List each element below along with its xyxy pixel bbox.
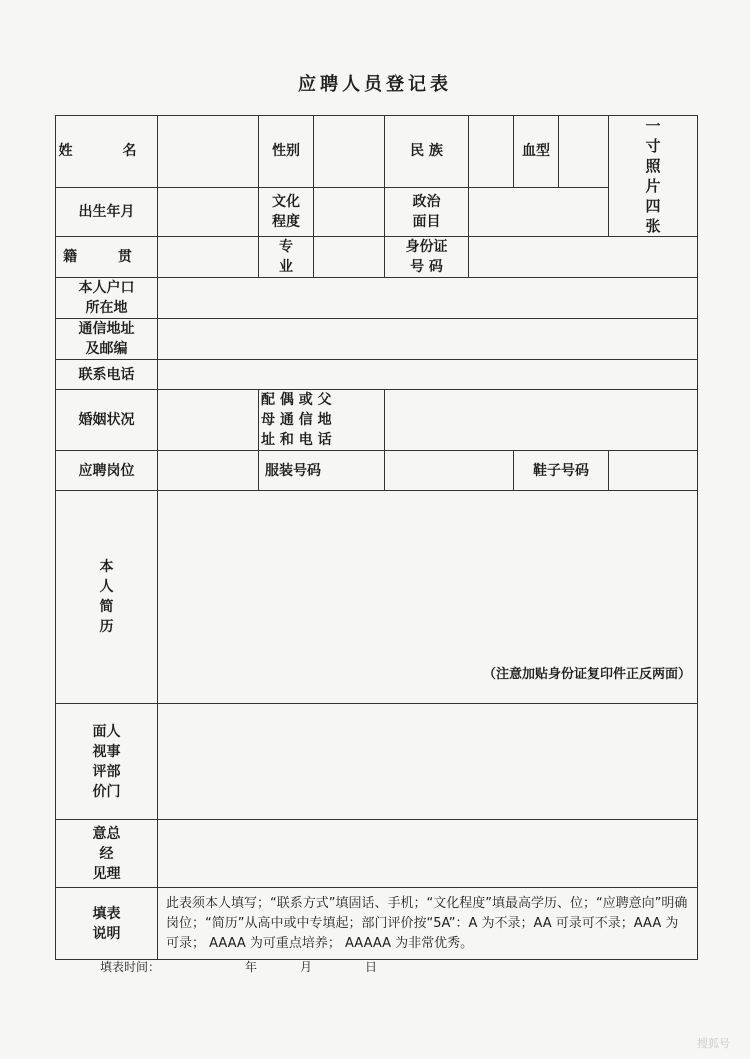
shoe-size-field[interactable] xyxy=(609,451,698,491)
name-field[interactable] xyxy=(158,116,259,188)
id-number-field[interactable] xyxy=(469,237,698,278)
education-field[interactable] xyxy=(314,187,385,236)
spouse-contact-field[interactable] xyxy=(385,390,698,451)
clothing-size-field[interactable] xyxy=(385,451,514,491)
gender-field[interactable] xyxy=(314,116,385,188)
birth-field[interactable] xyxy=(158,187,259,236)
spouse-contact-label: 配 偶 或 父 母 通 信 地 址 和 电 话 xyxy=(259,390,385,451)
shoe-size-label: 鞋子号码 xyxy=(514,451,609,491)
fill-date xyxy=(100,958,500,978)
page-title: 应聘人员登记表 xyxy=(298,74,452,95)
phone-label: 联系电话 xyxy=(56,360,158,390)
position-label: 应聘岗位 xyxy=(56,451,158,491)
registration-form xyxy=(55,115,698,960)
interview-label: 面人 视事 评部 价门 xyxy=(56,704,158,820)
marital-field[interactable] xyxy=(158,390,259,451)
political-field[interactable] xyxy=(469,187,609,236)
instructions-text: 此表须本人填写；“联系方式”填固话、手机；“文化程度”填最高学历、位；“应聘意向”明确岗位；“简历”从高中或中专填起；部门评价按“5A”：A 为不录；AA 可录可不录；AAA 为可录； AAAA 为可重点培养； AAAAA 为非常优秀。 xyxy=(158,888,698,960)
resume-note: （注意加贴身份证复印件正反两面） xyxy=(482,667,691,682)
birth-label: 出生年月 xyxy=(56,187,158,236)
photo-area[interactable]: 一 寸 照 片 四 张 xyxy=(609,116,698,237)
gm-opinion-field[interactable] xyxy=(158,820,698,888)
watermark: 搜狐号 xyxy=(697,1037,730,1050)
year-label: 年 xyxy=(245,960,258,974)
ethnicity-field[interactable] xyxy=(469,116,514,188)
major-field[interactable] xyxy=(314,237,385,278)
education-label: 文化 程度 xyxy=(259,187,314,236)
name-label: 姓 名 xyxy=(56,116,158,188)
gender-label: 性别 xyxy=(259,116,314,188)
marital-label: 婚姻状况 xyxy=(56,390,158,451)
address-label: 通信地址 及邮编 xyxy=(56,319,158,360)
origin-label: 籍 贯 xyxy=(56,237,158,278)
id-number-label: 身份证 号 码 xyxy=(385,237,469,278)
hukou-field[interactable] xyxy=(158,278,698,319)
resume-label: 本 人 简 历 xyxy=(56,491,158,704)
address-field[interactable] xyxy=(158,319,698,360)
blood-type-field[interactable] xyxy=(559,116,609,188)
gm-opinion-label: 意总 经 见理 xyxy=(56,820,158,888)
major-label: 专 业 xyxy=(259,237,314,278)
blood-type-label: 血型 xyxy=(514,116,559,188)
ethnicity-label: 民 族 xyxy=(385,116,469,188)
resume-field[interactable] xyxy=(158,491,698,704)
instructions-label: 填表 说明 xyxy=(56,888,158,960)
day-label: 日 xyxy=(365,960,378,974)
hukou-label: 本人户口 所在地 xyxy=(56,278,158,319)
political-label: 政治 面目 xyxy=(385,187,469,236)
month-label: 月 xyxy=(300,960,313,974)
origin-field[interactable] xyxy=(158,237,259,278)
clothing-size-label: 服装号码 xyxy=(259,451,385,491)
phone-field[interactable] xyxy=(158,360,698,390)
position-field[interactable] xyxy=(158,451,259,491)
interview-field[interactable] xyxy=(158,704,698,820)
fill-date-label: 填表时间： xyxy=(100,960,161,974)
